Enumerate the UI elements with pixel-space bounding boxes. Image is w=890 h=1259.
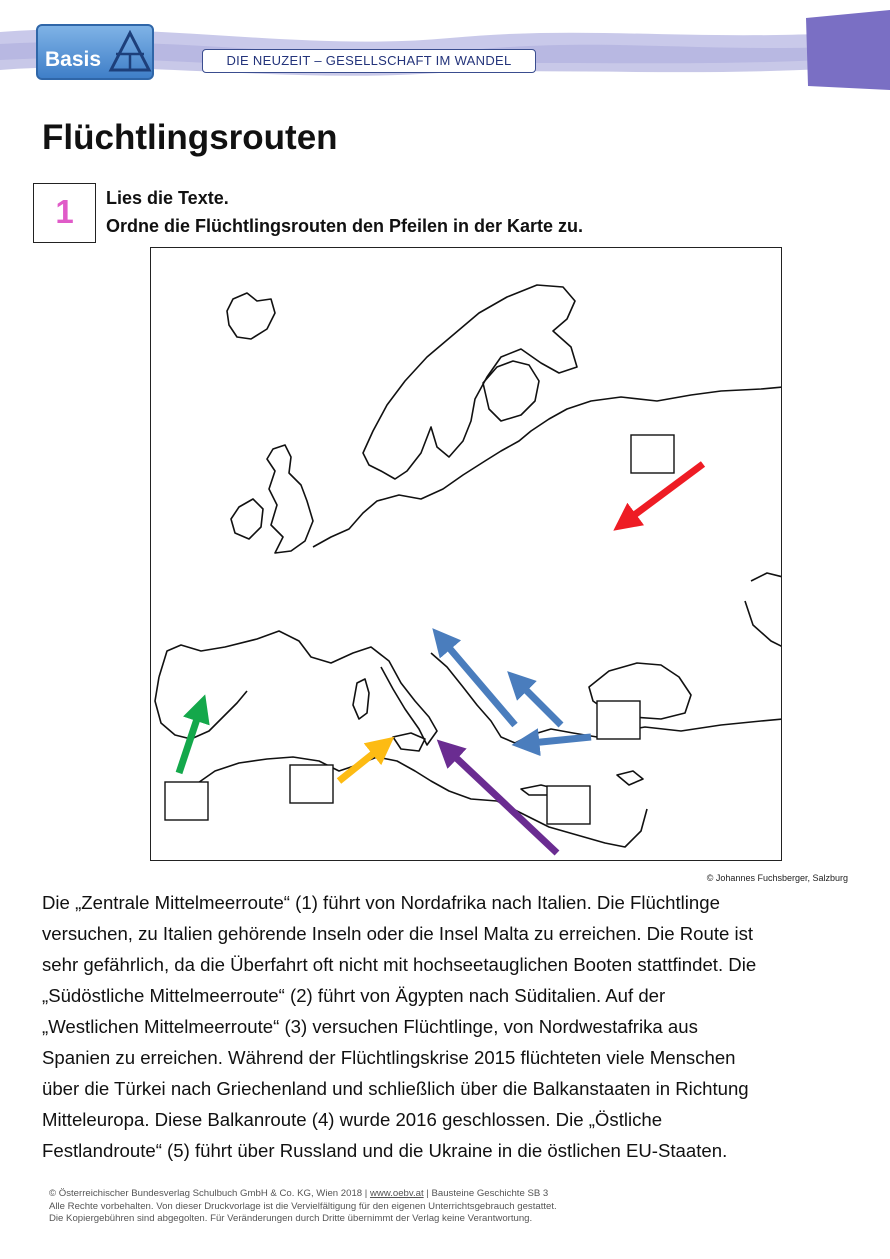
coastline-iberia-south: [155, 677, 247, 739]
coastline-iceland: [227, 293, 275, 339]
coastline-cyprus: [617, 771, 643, 785]
arrow-purple-southeast: [451, 753, 557, 853]
task-number-box: 1: [33, 183, 96, 243]
footer-line-2: Alle Rechte vorbehalten. Von dieser Druckvorlage ist die Vervielfältigung für den eigenen Unterrichtsgebrauch gestattet.: [49, 1200, 557, 1212]
body-line: Festlandroute“ (5) führt über Russland und die Ukraine in die östlichen EU-Staaten.: [42, 1140, 728, 1161]
body-line: sehr gefährlich, da die Überfahrt oft nicht mit hochseetauglichen Booten stattfindet. Die: [42, 954, 757, 975]
body-line: Die „Zentrale Mittelmeerroute“ (1) führt von Nordafrika nach Italien. Die Flüchtlinge: [42, 892, 720, 913]
body-line: „Westlichen Mittelmeerroute“ (3) versuchen Flüchtlinge, von Nordwestafrika aus: [42, 1016, 698, 1037]
coastline-britain: [267, 445, 313, 553]
coastline-sardinia: [353, 679, 369, 719]
logo-text: Basis: [45, 48, 102, 71]
publisher-link[interactable]: www.oebv.at: [369, 1188, 424, 1199]
series-label: DIE NEUZEIT – GESELLSCHAFT IM WANDEL: [202, 49, 536, 73]
answer-box-west[interactable]: [165, 782, 208, 820]
arrow-yellow-central: [339, 749, 379, 781]
answer-box-balkan[interactable]: [597, 701, 640, 739]
footer-line-3: Die Kopiergebühren sind abgegolten. Für Veränderungen durch Dritte übernimmt der Verlag keine Verantwortung.: [49, 1213, 533, 1224]
footer-copyright: © Österreichischer Bundesverlag Schulbuch GmbH & Co. KG, Wien 2018 | www.oebv.at | Bausteine Geschichte SB 3 Alle Rechte vorbehalten. Von dieser Druckvorlage ist die Vervielfältigung für den eigenen Unterrichtsgebrauch gestattet. Die Kopiergebühren sind abgegolten. Für Veränderungen durch Dritte übernimmt der Verlag keine Verantwortung.: [49, 1188, 557, 1224]
body-line: Mitteleuropa. Diese Balkanroute (4) wurde 2016 geschlossen. Die „Östliche: [42, 1109, 663, 1130]
body-line: über die Türkei nach Griechenland und schließlich über die Balkanstaaten in Richtung: [42, 1078, 749, 1099]
map-drawing: [151, 248, 781, 860]
route-description: [42, 887, 862, 1166]
arrow-blue-balkan-long: [445, 643, 515, 725]
body-line: „Südöstliche Mittelmeerroute“ (2) führt von Ägypten nach Süditalien. Auf der: [42, 985, 666, 1006]
task-instruction-1: Lies die Texte.: [106, 188, 229, 208]
answer-box-southeast[interactable]: [547, 786, 590, 824]
answer-box-east[interactable]: [631, 435, 674, 473]
arrow-green-west: [179, 713, 199, 773]
coastline-sicily: [393, 733, 425, 751]
coastline-ireland: [231, 499, 263, 539]
coastline-iberia-mediterranean: [159, 631, 781, 745]
europe-map: [150, 247, 782, 861]
body-line: versuchen, zu Italien gehörende Inseln oder die Insel Malta zu erreichen. Die Route ist: [42, 923, 754, 944]
page-title: Flüchtlingsrouten: [42, 118, 338, 157]
map-credit: © Johannes Fuchsberger, Salzburg: [706, 873, 848, 883]
body-line: Spanien zu erreichen. Während der Flüchtlingskrise 2015 flüchteten viele Menschen: [42, 1047, 736, 1068]
arrow-blue-turkey: [531, 737, 591, 743]
publisher-logo: [36, 24, 154, 80]
answer-box-central[interactable]: [290, 765, 333, 803]
task-instruction-2: Ordne die Flüchtlingsrouten den Pfeilen in der Karte zu.: [106, 216, 584, 236]
arrow-blue-balkan-short: [521, 685, 561, 725]
coastline-caspian: [745, 573, 781, 647]
logo-triangle-icon: [108, 30, 152, 74]
coastline-scandinavia: [363, 285, 577, 479]
